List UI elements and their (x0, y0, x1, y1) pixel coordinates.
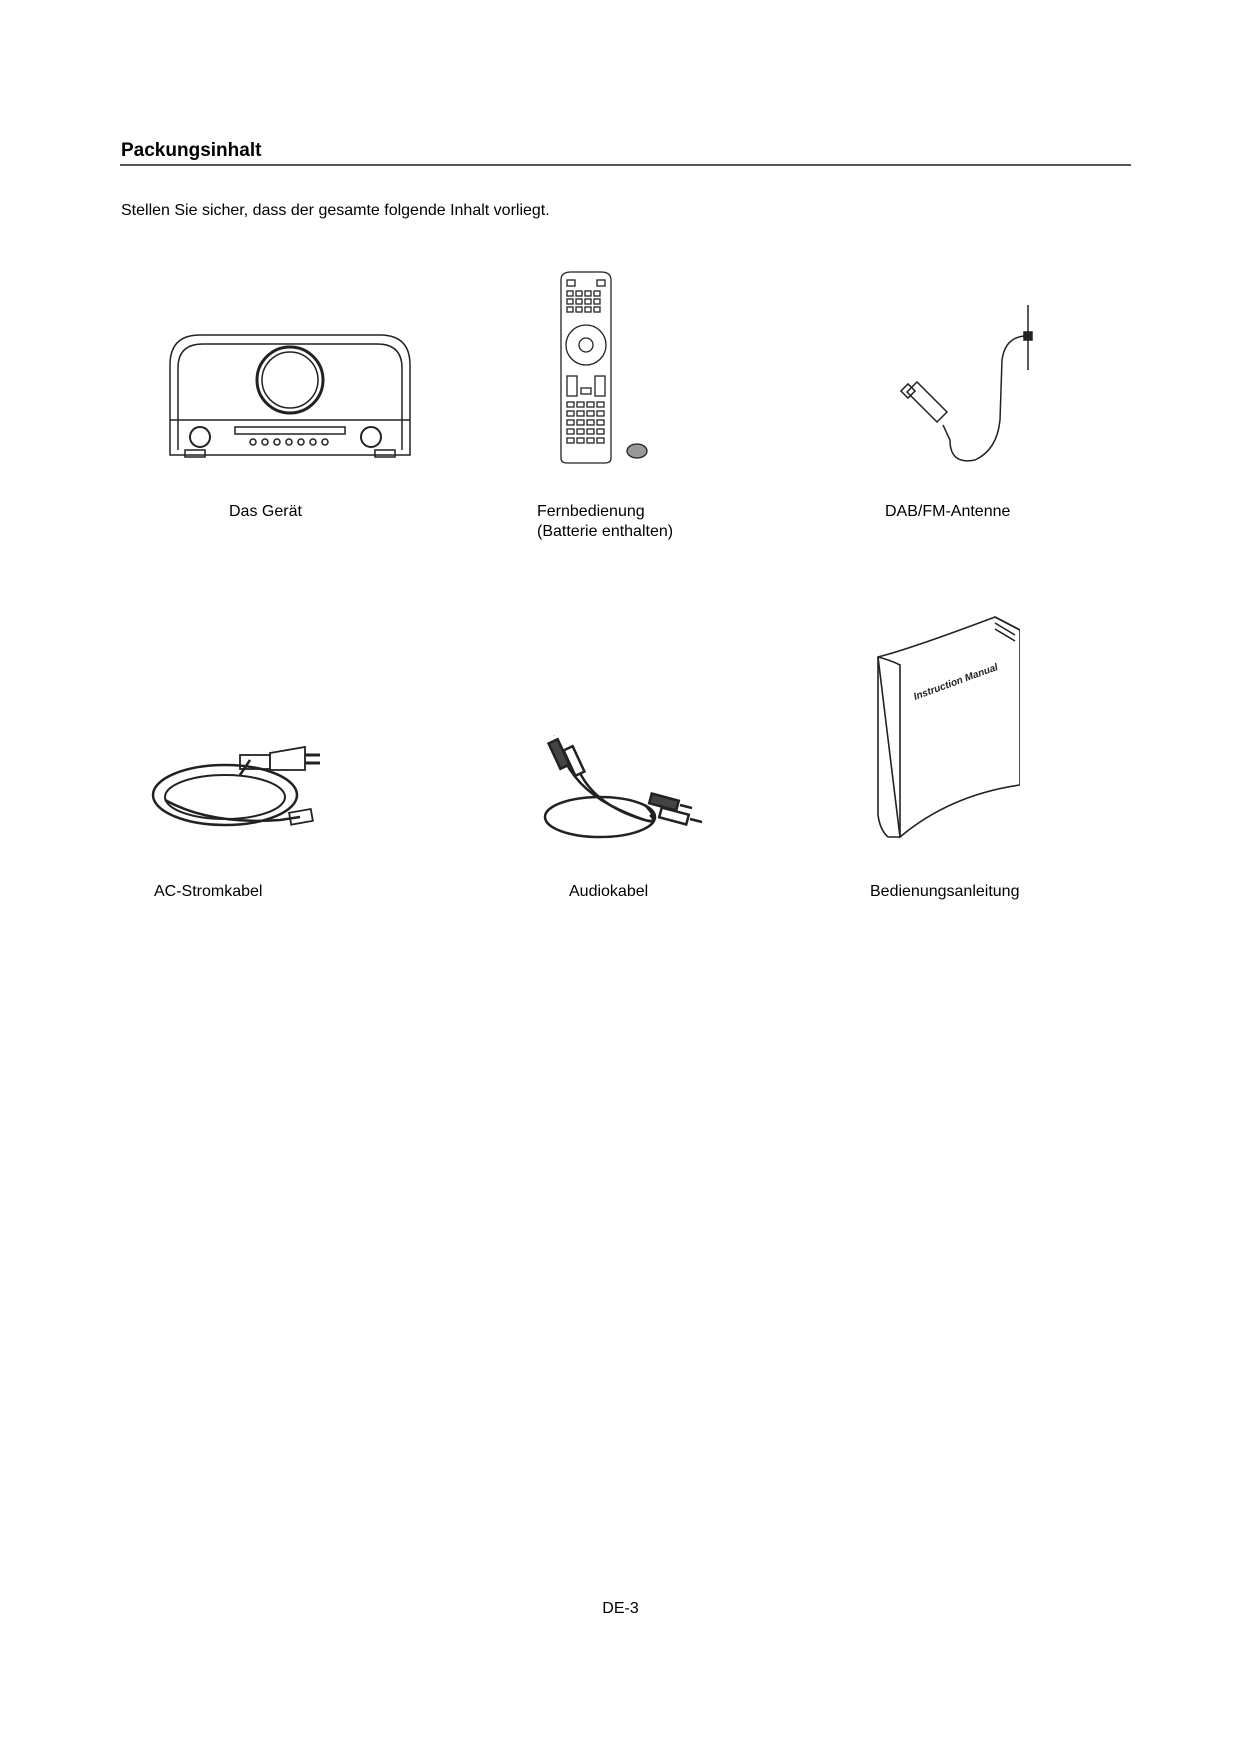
caption-remote-line2: (Batterie enthalten) (537, 523, 674, 540)
manual-icon (870, 615, 1020, 840)
antenna-icon (895, 300, 1045, 475)
intro-text: Stellen Sie sicher, dass der gesamte folgende Inhalt vorliegt. (121, 202, 550, 219)
radio-unit-icon (165, 330, 415, 460)
page-heading: Packungsinhalt (121, 140, 262, 161)
remote-control-icon (553, 270, 653, 465)
caption-remote (537, 502, 673, 542)
caption-antenna: DAB/FM-Antenne (885, 503, 1011, 520)
heading-rule (120, 164, 1131, 166)
audio-cable-icon (530, 735, 720, 845)
caption-remote-line1: Fernbedienung (537, 503, 645, 520)
caption-manual: Bedienungsanleitung (870, 883, 1020, 900)
power-cable-icon (140, 735, 360, 845)
caption-unit: Das Gerät (229, 503, 302, 520)
manual-cover-title: Instruction Manual (912, 662, 1000, 703)
page-number: DE-3 (602, 1600, 639, 1617)
caption-audio-cable: Audiokabel (569, 883, 649, 900)
caption-power-cable: AC-Stromkabel (154, 883, 263, 900)
